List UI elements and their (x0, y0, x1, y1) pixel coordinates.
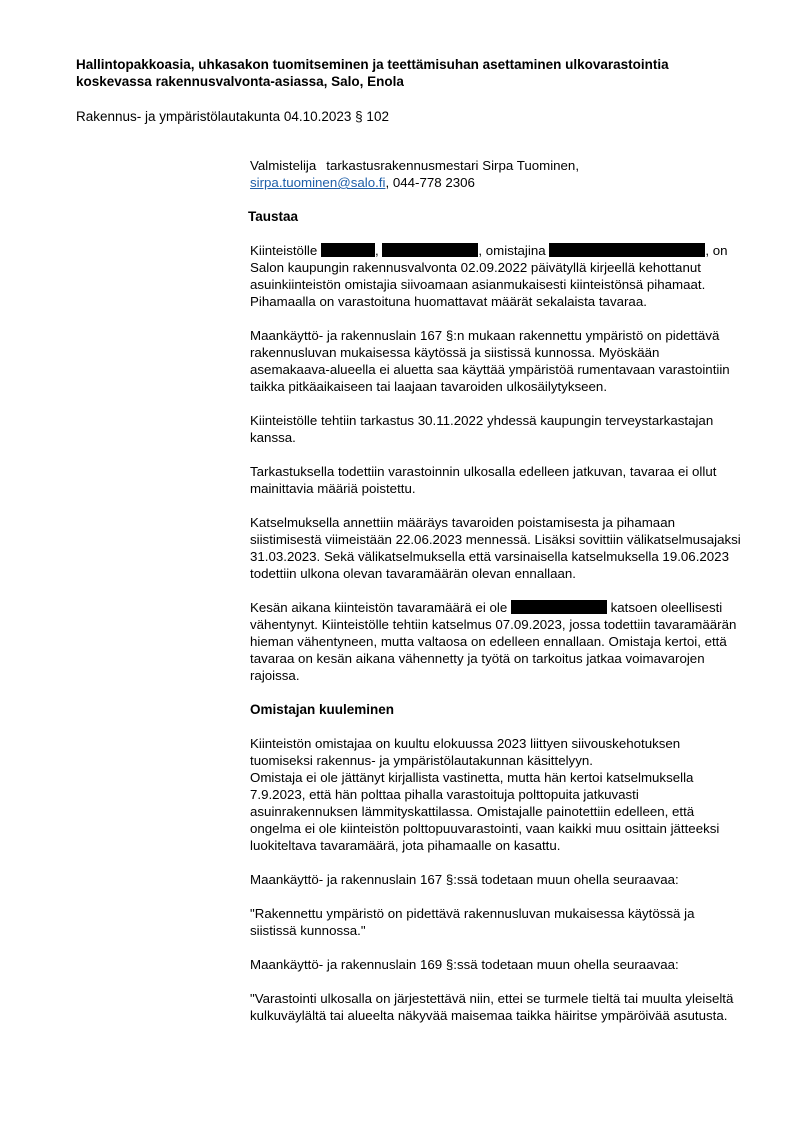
text-segment: Kesän aikana kiinteistön tavaramäärä ei ole (250, 600, 508, 615)
paragraph-background-1 (250, 242, 742, 310)
document-title: Hallintopakkoasia, uhkasakon tuomitseminen ja teettämisuhan asettaminen ulkovarastointia koskevassa rakennusvalvonta-asiassa, Salo, Enola (76, 57, 669, 89)
paragraph-background-2: Maankäyttö- ja rakennuslain 167 §:n mukaan rakennettu ympäristö on pidettävä rakennusluvan mukaisessa käytössä ja siistissä kunnossa. Myöskään asemakaava-alueella ei aluetta saa käyttää ympäristöä rumentavaan varastointiin taikka pitkäaikaiseen tai laajaan tavaroiden ulkosäilytykseen. (250, 328, 730, 394)
paragraph-hearing-4: Maankäyttö- ja rakennuslain 169 §:ssä todetaan muun ohella seuraavaa: (250, 957, 679, 972)
text-segment: Kiinteistön omistajaa on kuultu elokuussa 2023 liittyen siivouskehotuksen tuomiseksi rakennus- ja ympäristölautakunnan käsittelyyn. (250, 736, 681, 768)
redacted-block (549, 243, 705, 257)
preparer-label: Valmistelija (250, 158, 317, 173)
text-segment: , omistajina (478, 243, 546, 258)
text-segment: on Salon kaupungin rakennusvalvonta 02.09.2022 päivätyllä kirjeellä kehottanut asuinkiinteistön omistajia siivoamaan asianmukaisesti kiinteistönsä pihamaat. Pihamaalla on varastoituna huomattavat määrät sekalaista tavaraa. (250, 243, 728, 309)
paragraph-hearing-1 (250, 735, 742, 854)
redacted-block (382, 243, 478, 257)
paragraph-hearing-2: Maankäyttö- ja rakennuslain 167 §:ssä todetaan muun ohella seuraavaa: (250, 872, 679, 887)
text-segment: , (705, 243, 710, 258)
paragraph-background-6 (250, 599, 742, 684)
quote-167: "Rakennettu ympäristö on pidettävä rakennusluvan mukaisessa käytössä ja siistissä kunnossa." (250, 906, 695, 938)
paragraph-background-4: Tarkastuksella todettiin varastoinnin ulkosalla edelleen jatkuvan, tavaraa ei ollut mainittavia määriä poistettu. (250, 464, 717, 496)
section-heading-kuuleminen: Omistajan kuuleminen (250, 702, 395, 717)
text-segment: Kiinteistölle (250, 243, 318, 258)
paragraph-background-3: Kiinteistölle tehtiin tarkastus 30.11.2022 yhdessä kaupungin terveystarkastajan kanssa. (250, 413, 714, 445)
content-column (250, 157, 742, 1041)
redacted-block (321, 243, 375, 257)
preparer-info (250, 157, 742, 191)
quote-169: "Varastointi ulkosalla on järjestettävä niin, ettei se turmele tieltä tai muulta yleiseltä kulkuväylältä tai alueelta näkyvää maisemaa taikka häiritse ympäröivää asutusta. (250, 991, 734, 1023)
text-segment: katsoen oleellisesti vähentynyt. Kiinteistölle tehtiin katselmus 07.09.2023, jossa todettiin tavaramäärän hieman vähentyneen, mutta valtaosa on edelleen ennallaan. Omistaja kertoi, että tavaraa on kesän aikana vähennetty ja työtä on tarkoitus jatkaa voimavarojen rajoissa. (250, 600, 737, 683)
section-heading-taustaa: Taustaa (248, 209, 299, 224)
meeting-reference: Rakennus- ja ympäristölautakunta 04.10.2023 § 102 (76, 109, 389, 124)
redacted-block (511, 600, 607, 614)
preparer-name: tarkastusrakennusmestari Sirpa Tuominen, (326, 158, 580, 173)
preparer-phone: , 044-778 2306 (385, 175, 475, 190)
text-segment: , (374, 243, 379, 258)
preparer-email-link[interactable]: sirpa.tuominen@salo.fi (250, 175, 386, 190)
paragraph-background-5: Katselmuksella annettiin määräys tavaroiden poistamisesta ja pihamaan siistimisestä viimeistään 22.06.2023 mennessä. Lisäksi sovittiin välikatselmusajaksi 31.03.2023. Sekä välikatselmuksella että varsinaisella katselmuksella 19.06.2023 todettiin ulkona olevan tavaramäärän olevan ennallaan. (250, 515, 741, 581)
text-segment: Omistaja ei ole jättänyt kirjallista vastinetta, mutta hän kertoi katselmuksella 7.9.2023, että hän polttaa pihalla varastoituja polttopuita jatkuvasti asuinrakennuksen lämmityskattilassa. Omistajalle painotettiin edelleen, että ongelma ei ole kiinteistön polttopuuvarastointi, vaan kaikki muu osittain jätteeksi luokiteltava tavaramäärä, jota pihamaalle on kasattu. (250, 770, 720, 853)
